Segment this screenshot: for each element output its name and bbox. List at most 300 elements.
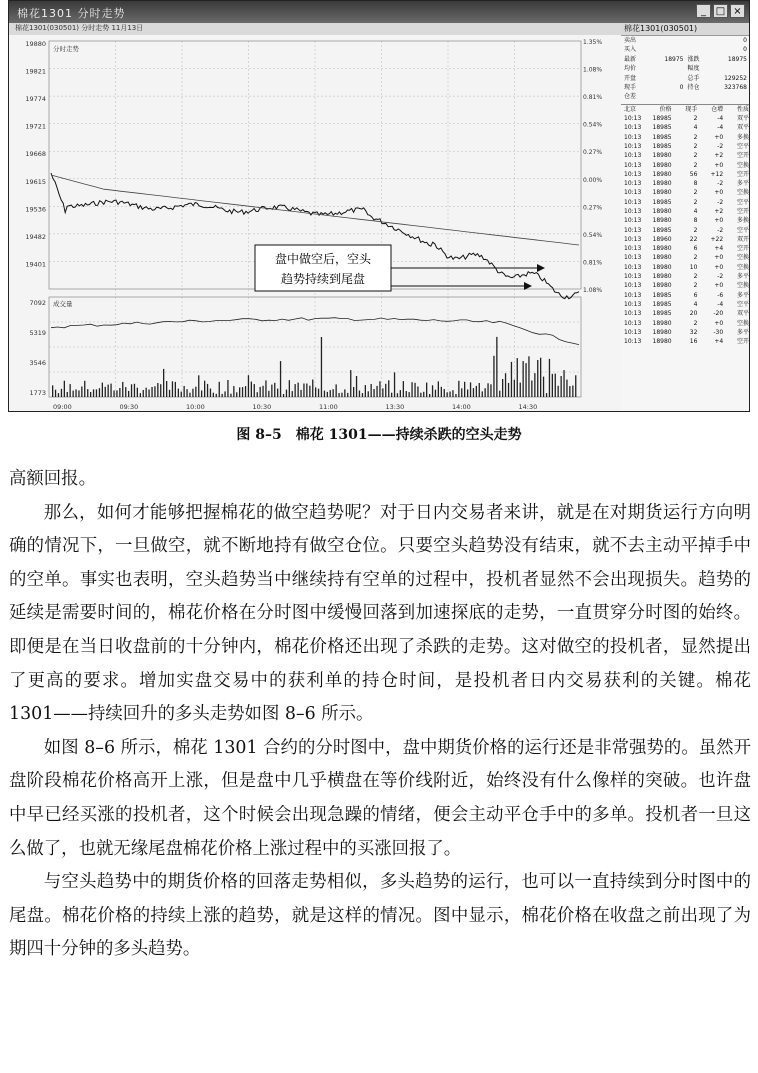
percent-axis-label: 0.00% xyxy=(583,176,603,184)
volume-bar xyxy=(233,386,234,397)
tick-cell: 10:13 xyxy=(624,282,642,290)
volume-bar xyxy=(224,391,225,397)
volume-bar xyxy=(239,387,240,397)
volume-bar xyxy=(108,385,109,397)
annotation-text: 趋势持续到尾盘 xyxy=(280,272,366,286)
tick-cell: 双平 xyxy=(736,124,749,132)
tick-cell: 双平 xyxy=(736,115,749,123)
volume-bar xyxy=(146,388,147,397)
tick-cell: +0 xyxy=(714,217,724,225)
volume-bar xyxy=(222,394,223,397)
volume-bar xyxy=(388,380,389,397)
tick-cell: 18980 xyxy=(652,273,672,281)
tick-cell: 空换 xyxy=(736,263,749,271)
tick-cell: 18980 xyxy=(652,254,672,262)
quote-cell: 129252 xyxy=(724,74,747,82)
volume-legend: 成交量 xyxy=(53,300,73,308)
volume-bar xyxy=(455,394,456,397)
tick-cell: 10:13 xyxy=(624,263,642,271)
tick-cell: -4 xyxy=(717,300,724,308)
tick-cell: 18980 xyxy=(652,152,672,160)
tick-cell: +0 xyxy=(714,319,724,327)
percent-axis-label: 0.27% xyxy=(583,204,603,212)
tick-cell: 空开 xyxy=(736,208,749,215)
volume-bar xyxy=(163,369,164,397)
quote-cell: 最新 xyxy=(624,55,637,63)
volume-bar xyxy=(359,391,360,398)
percent-axis-label: 0.27% xyxy=(583,149,603,157)
tick-row xyxy=(621,179,750,188)
tick-cell: 6 xyxy=(693,291,698,299)
tick-row xyxy=(621,300,750,309)
volume-bar xyxy=(546,393,547,397)
volume-bar xyxy=(175,382,176,397)
intraday-chart-svg xyxy=(9,35,621,412)
tick-cell: 18980 xyxy=(652,217,672,225)
tick-cell: 空平 xyxy=(736,226,749,234)
tick-row xyxy=(621,161,750,170)
volume-bar xyxy=(178,389,179,397)
volume-bar xyxy=(292,391,293,397)
tick-cell: 10:13 xyxy=(624,319,642,327)
tick-cell: 18985 xyxy=(652,226,672,234)
tick-cell: 10:13 xyxy=(624,273,642,281)
tick-row xyxy=(621,263,750,272)
volume-bar xyxy=(201,391,202,398)
volume-bar xyxy=(96,389,97,397)
volume-bar xyxy=(262,386,263,397)
tick-cell: 多换 xyxy=(736,217,749,225)
percent-axis-label: 0.81% xyxy=(583,259,603,267)
tick-row xyxy=(621,244,750,253)
tick-cell: 4 xyxy=(693,208,698,215)
volume-bar xyxy=(309,386,310,397)
volume-bar xyxy=(137,388,138,397)
tick-cell: +0 xyxy=(714,263,724,271)
tick-row xyxy=(621,142,750,151)
volume-bar xyxy=(473,388,474,397)
volume-bar xyxy=(195,387,196,397)
percent-axis-label: 0.54% xyxy=(583,121,603,129)
tick-cell: 空开 xyxy=(736,338,749,346)
tick-cell: 10:13 xyxy=(624,310,642,318)
volume-bar xyxy=(426,383,427,397)
time-axis-label: 11:00 xyxy=(319,403,338,411)
volume-bar xyxy=(528,356,529,397)
quote-row xyxy=(621,83,750,92)
tick-cell: 10:13 xyxy=(624,161,642,169)
volume-bar xyxy=(300,390,301,397)
volume-bar xyxy=(116,390,117,397)
volume-bar xyxy=(181,392,182,397)
quote-cell xyxy=(717,64,750,73)
volume-bar xyxy=(353,387,354,397)
volume-bar xyxy=(230,394,231,397)
volume-bar xyxy=(216,394,217,397)
paragraph: 那么，如何才能够把握棉花的做空趋势呢？对于日内交易者来讲，就是在对期货运行方向明确的情况下，一旦做空，就不断地持有做空仓位。只要空头趋势没有结束，就不去主动平掉手中的空单。事实也表明，空头趋势当中继续持有空单的过程中，投机者显然不会出现损失。趋势的延续是需要时间的，棉花价格在分时图中缓慢回落到加速探底的走势，一直贯穿分时图的始终。即便是在当日收盘前的十分钟内，棉花价格还出现了杀跌的走势。这对做空的投机者，显然提出了更高的要求。增加实盘交易中的获利单的持仓时间，是投机者日内交易获利的关键。棉花 1301——持续回升的多头走势如图 8–6 所示。 xyxy=(9,502,751,725)
annotation-text: 盘中做空后，空头 xyxy=(274,252,372,266)
volume-bar xyxy=(245,386,246,397)
annotation-arrowhead xyxy=(537,264,545,272)
volume-bar xyxy=(423,392,424,397)
volume-bar xyxy=(219,382,220,397)
tick-cell: 空换 xyxy=(736,319,749,327)
tick-cell: 18980 xyxy=(652,319,672,327)
volume-bar xyxy=(64,381,65,397)
quote-cell: 0 xyxy=(743,37,747,44)
volume-axis-label: 7092 xyxy=(29,299,46,307)
volume-bar xyxy=(379,381,380,397)
volume-bar xyxy=(166,381,167,397)
tick-cell: 4 xyxy=(693,300,698,308)
paragraph: 如图 8–6 所示，棉花 1301 合约的分时图中，盘中期货价格的运行还是非常强势的。虽然开盘阶段棉花价格高开上涨，但是盘中几乎横盘在等价线附近，始终没有什么像样的突破。也许盘中早已经买涨的投机者，这个时候会出现急躁的情绪，便会主动平仓手中的多单。投机者一旦这么做了，也就无缘尾盘棉花价格上涨过程中的买涨回报了。 xyxy=(9,737,751,859)
volume-bar xyxy=(391,393,392,397)
volume-bar xyxy=(485,388,486,397)
tick-cell: -2 xyxy=(717,226,724,234)
tick-cell: 10:13 xyxy=(624,226,642,234)
tick-cell: 10:13 xyxy=(624,217,642,225)
volume-bar xyxy=(487,383,488,397)
tick-cell: 10:13 xyxy=(624,254,642,262)
maximize-icon[interactable]: □ xyxy=(713,4,728,18)
volume-bar xyxy=(265,380,266,397)
window-title-bar xyxy=(9,1,749,23)
tick-cell: 10:13 xyxy=(624,180,642,188)
tick-cell: 18980 xyxy=(652,189,672,197)
tick-header-cell: 仓增 xyxy=(711,105,724,113)
volume-bar xyxy=(333,389,334,397)
tick-cell: 2 xyxy=(693,254,698,262)
tick-cell: 10:13 xyxy=(624,235,642,243)
quote-cell: 现手 xyxy=(624,83,637,91)
quote-cell: 0 xyxy=(743,46,747,54)
volume-bar xyxy=(365,385,366,397)
tick-cell: 多平 xyxy=(736,273,749,281)
tick-header-cell: 北京 xyxy=(624,105,637,113)
volume-bar xyxy=(248,375,249,397)
volume-bar xyxy=(327,392,328,397)
volume-bar xyxy=(254,384,255,397)
volume-bar xyxy=(517,358,518,397)
volume-bar xyxy=(268,391,269,397)
tick-cell: 多换 xyxy=(736,133,749,141)
tick-cell: 18985 xyxy=(652,133,672,141)
quote-cell: 幅度 xyxy=(687,65,700,73)
volume-bar xyxy=(452,390,453,397)
volume-bar xyxy=(572,386,573,398)
tick-cell: +22 xyxy=(710,235,724,243)
volume-bar xyxy=(90,392,91,397)
volume-bar xyxy=(499,391,500,397)
tick-cell: 双开 xyxy=(736,235,749,243)
tick-cell: 18980 xyxy=(652,263,672,271)
volume-bar xyxy=(464,382,465,397)
price-axis-label: 19721 xyxy=(25,122,46,131)
volume-bar xyxy=(341,393,342,397)
volume-bar xyxy=(394,372,395,397)
tick-cell: 18980 xyxy=(652,170,672,178)
percent-axis-label: 1.08% xyxy=(583,287,603,294)
percent-axis-label: 1.08% xyxy=(583,66,603,74)
tick-cell: 18985 xyxy=(652,291,672,299)
volume-bar xyxy=(490,384,491,397)
quote-cell: 涨跌 xyxy=(687,55,700,63)
tick-cell: -2 xyxy=(717,273,724,281)
tick-cell: 56 xyxy=(689,170,698,178)
tick-cell: -2 xyxy=(717,142,724,150)
tick-row xyxy=(621,170,750,179)
paragraph: 与空头趋势中的期货价格的回落走势相似，多头趋势的运行，也可以一直持续到分时图中的尾盘。棉花价格的持续上涨的趋势，就是这样的情况。图中显示，棉花价格在收盘之前出现了为期四十分钟的多头趋势。 xyxy=(9,872,751,960)
volume-bar xyxy=(411,382,412,397)
tick-cell: 多平 xyxy=(736,291,749,299)
quote-cell xyxy=(654,64,688,73)
volume-bar xyxy=(438,381,439,397)
chart-screenshot xyxy=(8,0,750,412)
volume-bar xyxy=(102,383,103,397)
tick-cell: 2 xyxy=(693,198,698,206)
tick-cell: +0 xyxy=(714,189,724,197)
volume-bar xyxy=(61,389,62,397)
quote-cell xyxy=(688,36,718,45)
quote-row xyxy=(621,74,750,83)
tick-cell: 10:13 xyxy=(624,198,642,206)
volume-bar xyxy=(298,383,299,397)
volume-bar xyxy=(356,376,357,397)
tick-row xyxy=(621,337,750,346)
tick-cell: +0 xyxy=(714,133,724,141)
volume-bar xyxy=(520,383,521,397)
volume-bar xyxy=(204,381,205,397)
volume-bar xyxy=(505,373,506,397)
quote-cell: 买入 xyxy=(624,46,637,54)
volume-bar xyxy=(105,387,106,397)
quote-cell xyxy=(717,92,750,101)
volume-bar xyxy=(561,376,562,397)
tick-header xyxy=(621,105,750,114)
volume-bar xyxy=(55,390,56,397)
volume-bar xyxy=(549,359,550,397)
volume-bar xyxy=(122,382,123,397)
tick-cell: 空换 xyxy=(736,161,749,169)
volume-bar xyxy=(169,390,170,397)
quote-cell: 开盘 xyxy=(624,74,637,82)
volume-bar xyxy=(552,374,553,397)
tick-row xyxy=(621,151,750,160)
volume-bar xyxy=(376,386,377,397)
volume-bar xyxy=(324,391,325,397)
tick-cell: +4 xyxy=(714,245,724,253)
tick-cell: 10 xyxy=(689,263,698,271)
tick-row xyxy=(621,328,750,337)
volume-bar xyxy=(131,384,132,397)
quote-cell: 仓差 xyxy=(624,93,637,101)
tick-cell: 空开 xyxy=(736,170,749,178)
volume-bar xyxy=(67,392,68,397)
tick-cell: 10:13 xyxy=(624,124,642,132)
tick-cell: 2 xyxy=(693,133,698,141)
volume-bar xyxy=(531,381,532,398)
tick-cell: 2 xyxy=(693,152,698,160)
volume-bar xyxy=(125,387,126,397)
volume-bar xyxy=(385,384,386,397)
volume-bar xyxy=(502,379,503,397)
tick-cell: 2 xyxy=(693,115,698,123)
volume-bar xyxy=(496,337,497,397)
tick-cell: 16 xyxy=(689,338,698,346)
tick-cell: 8 xyxy=(693,217,698,225)
tick-cell: 双平 xyxy=(736,310,749,318)
volume-bar xyxy=(186,389,187,397)
volume-bar xyxy=(242,387,243,397)
tick-cell: 4 xyxy=(693,124,698,132)
volume-bar xyxy=(257,392,258,397)
volume-bar xyxy=(482,391,483,397)
tick-cell: 10:13 xyxy=(624,328,642,336)
volume-bar xyxy=(534,373,535,397)
quote-cell xyxy=(654,36,688,45)
volume-bar xyxy=(198,375,199,397)
tick-cell: 22 xyxy=(689,235,698,243)
volume-bar xyxy=(321,337,322,397)
volume-bar xyxy=(417,387,418,398)
volume-bar xyxy=(295,384,296,397)
price-axis-label: 19774 xyxy=(25,95,46,104)
quote-row xyxy=(621,36,750,45)
volume-bar xyxy=(525,363,526,397)
tick-cell: -2 xyxy=(717,180,724,188)
tick-row xyxy=(621,235,750,244)
volume-bar xyxy=(151,387,152,397)
volume-bar xyxy=(280,361,281,397)
tick-row xyxy=(621,114,750,123)
volume-bar xyxy=(432,385,433,397)
volume-bar xyxy=(458,381,459,397)
volume-axis-label: 5319 xyxy=(29,329,46,337)
tick-list[interactable] xyxy=(621,104,750,347)
volume-bar xyxy=(93,389,94,397)
quote-cell: 均价 xyxy=(624,65,637,73)
tick-row xyxy=(621,133,750,142)
tick-cell: 18985 xyxy=(652,142,672,150)
time-axis-label: 10:00 xyxy=(186,403,205,411)
volume-bar xyxy=(336,384,337,397)
tick-header-cell: 价格 xyxy=(659,105,672,113)
tick-cell: 18980 xyxy=(652,282,672,290)
price-axis-label: 19482 xyxy=(25,232,46,241)
tick-cell: +0 xyxy=(714,254,724,262)
quote-cell xyxy=(654,45,688,54)
tick-cell: -20 xyxy=(713,310,724,318)
close-icon[interactable]: × xyxy=(730,4,745,18)
volume-bar xyxy=(435,390,436,397)
tick-row xyxy=(621,291,750,300)
volume-bar xyxy=(397,393,398,397)
volume-bar xyxy=(172,381,173,397)
quote-cell: 持仓 xyxy=(687,83,700,91)
volume-bar xyxy=(312,380,313,398)
tick-cell: 空换 xyxy=(736,254,749,262)
volume-bar xyxy=(511,362,512,397)
volume-bar xyxy=(128,391,129,397)
price-axis-label: 19668 xyxy=(25,150,46,159)
time-axis-label: 14:00 xyxy=(452,403,471,411)
quote-row xyxy=(621,45,750,54)
paragraph: 高额回报。 xyxy=(9,469,96,489)
tick-cell: -30 xyxy=(713,328,724,336)
tick-cell: 10:13 xyxy=(624,300,642,308)
volume-bar xyxy=(189,393,190,397)
volume-bar xyxy=(277,389,278,397)
volume-bar xyxy=(508,383,509,397)
tick-cell: 18980 xyxy=(652,208,672,215)
time-axis-label: 09:00 xyxy=(53,403,72,411)
time-axis-label: 14:30 xyxy=(518,403,538,411)
volume-bar xyxy=(344,389,345,397)
volume-bar xyxy=(140,393,141,397)
volume-bar xyxy=(306,384,307,398)
volume-bar xyxy=(143,390,144,397)
volume-bar xyxy=(479,383,480,397)
volume-bar xyxy=(347,393,348,397)
quote-panel xyxy=(621,23,750,412)
volume-bar xyxy=(260,387,261,397)
tick-row xyxy=(621,272,750,281)
tick-cell: 10:13 xyxy=(624,338,642,346)
volume-bar xyxy=(154,386,155,397)
time-axis-label: 10:30 xyxy=(252,403,272,411)
tick-cell: 多平 xyxy=(736,180,749,188)
volume-bar xyxy=(148,390,149,398)
volume-bar xyxy=(447,392,448,397)
quote-cell xyxy=(654,74,688,83)
tick-cell: 18985 xyxy=(652,310,672,318)
volume-bar xyxy=(371,384,372,397)
price-legend: 分时走势 xyxy=(53,45,79,53)
volume-bar xyxy=(575,375,576,397)
volume-bar xyxy=(537,360,538,397)
tick-cell: 2 xyxy=(693,273,698,281)
quote-cell: 323768 xyxy=(724,83,747,91)
tick-cell: 空换 xyxy=(736,282,749,290)
tick-row xyxy=(621,198,750,207)
tick-cell: 2 xyxy=(693,282,698,290)
volume-bar xyxy=(449,392,450,398)
tick-cell: 2 xyxy=(693,226,698,234)
volume-bar xyxy=(289,380,290,397)
tick-row xyxy=(621,319,750,328)
volume-bar xyxy=(157,383,158,397)
quote-title: 棉花1301(030501) xyxy=(621,23,750,36)
tick-cell: 多平 xyxy=(736,328,749,336)
tick-cell: 空平 xyxy=(736,198,749,206)
volume-bar xyxy=(78,390,79,397)
tick-cell: 10:13 xyxy=(624,245,642,253)
minimize-icon[interactable]: _ xyxy=(696,4,711,18)
volume-bar xyxy=(70,384,71,397)
tick-cell: 10:13 xyxy=(624,189,642,197)
tick-cell: +0 xyxy=(714,161,724,169)
volume-bar xyxy=(461,388,462,397)
tick-row xyxy=(621,207,750,216)
tick-cell: 18980 xyxy=(652,328,672,336)
price-axis-label: 19615 xyxy=(25,177,46,186)
volume-bar xyxy=(444,389,445,397)
volume-bar xyxy=(236,392,237,397)
volume-bar xyxy=(470,382,471,397)
volume-bar xyxy=(274,383,275,397)
tick-row xyxy=(621,188,750,197)
tick-cell: 2 xyxy=(693,142,698,150)
